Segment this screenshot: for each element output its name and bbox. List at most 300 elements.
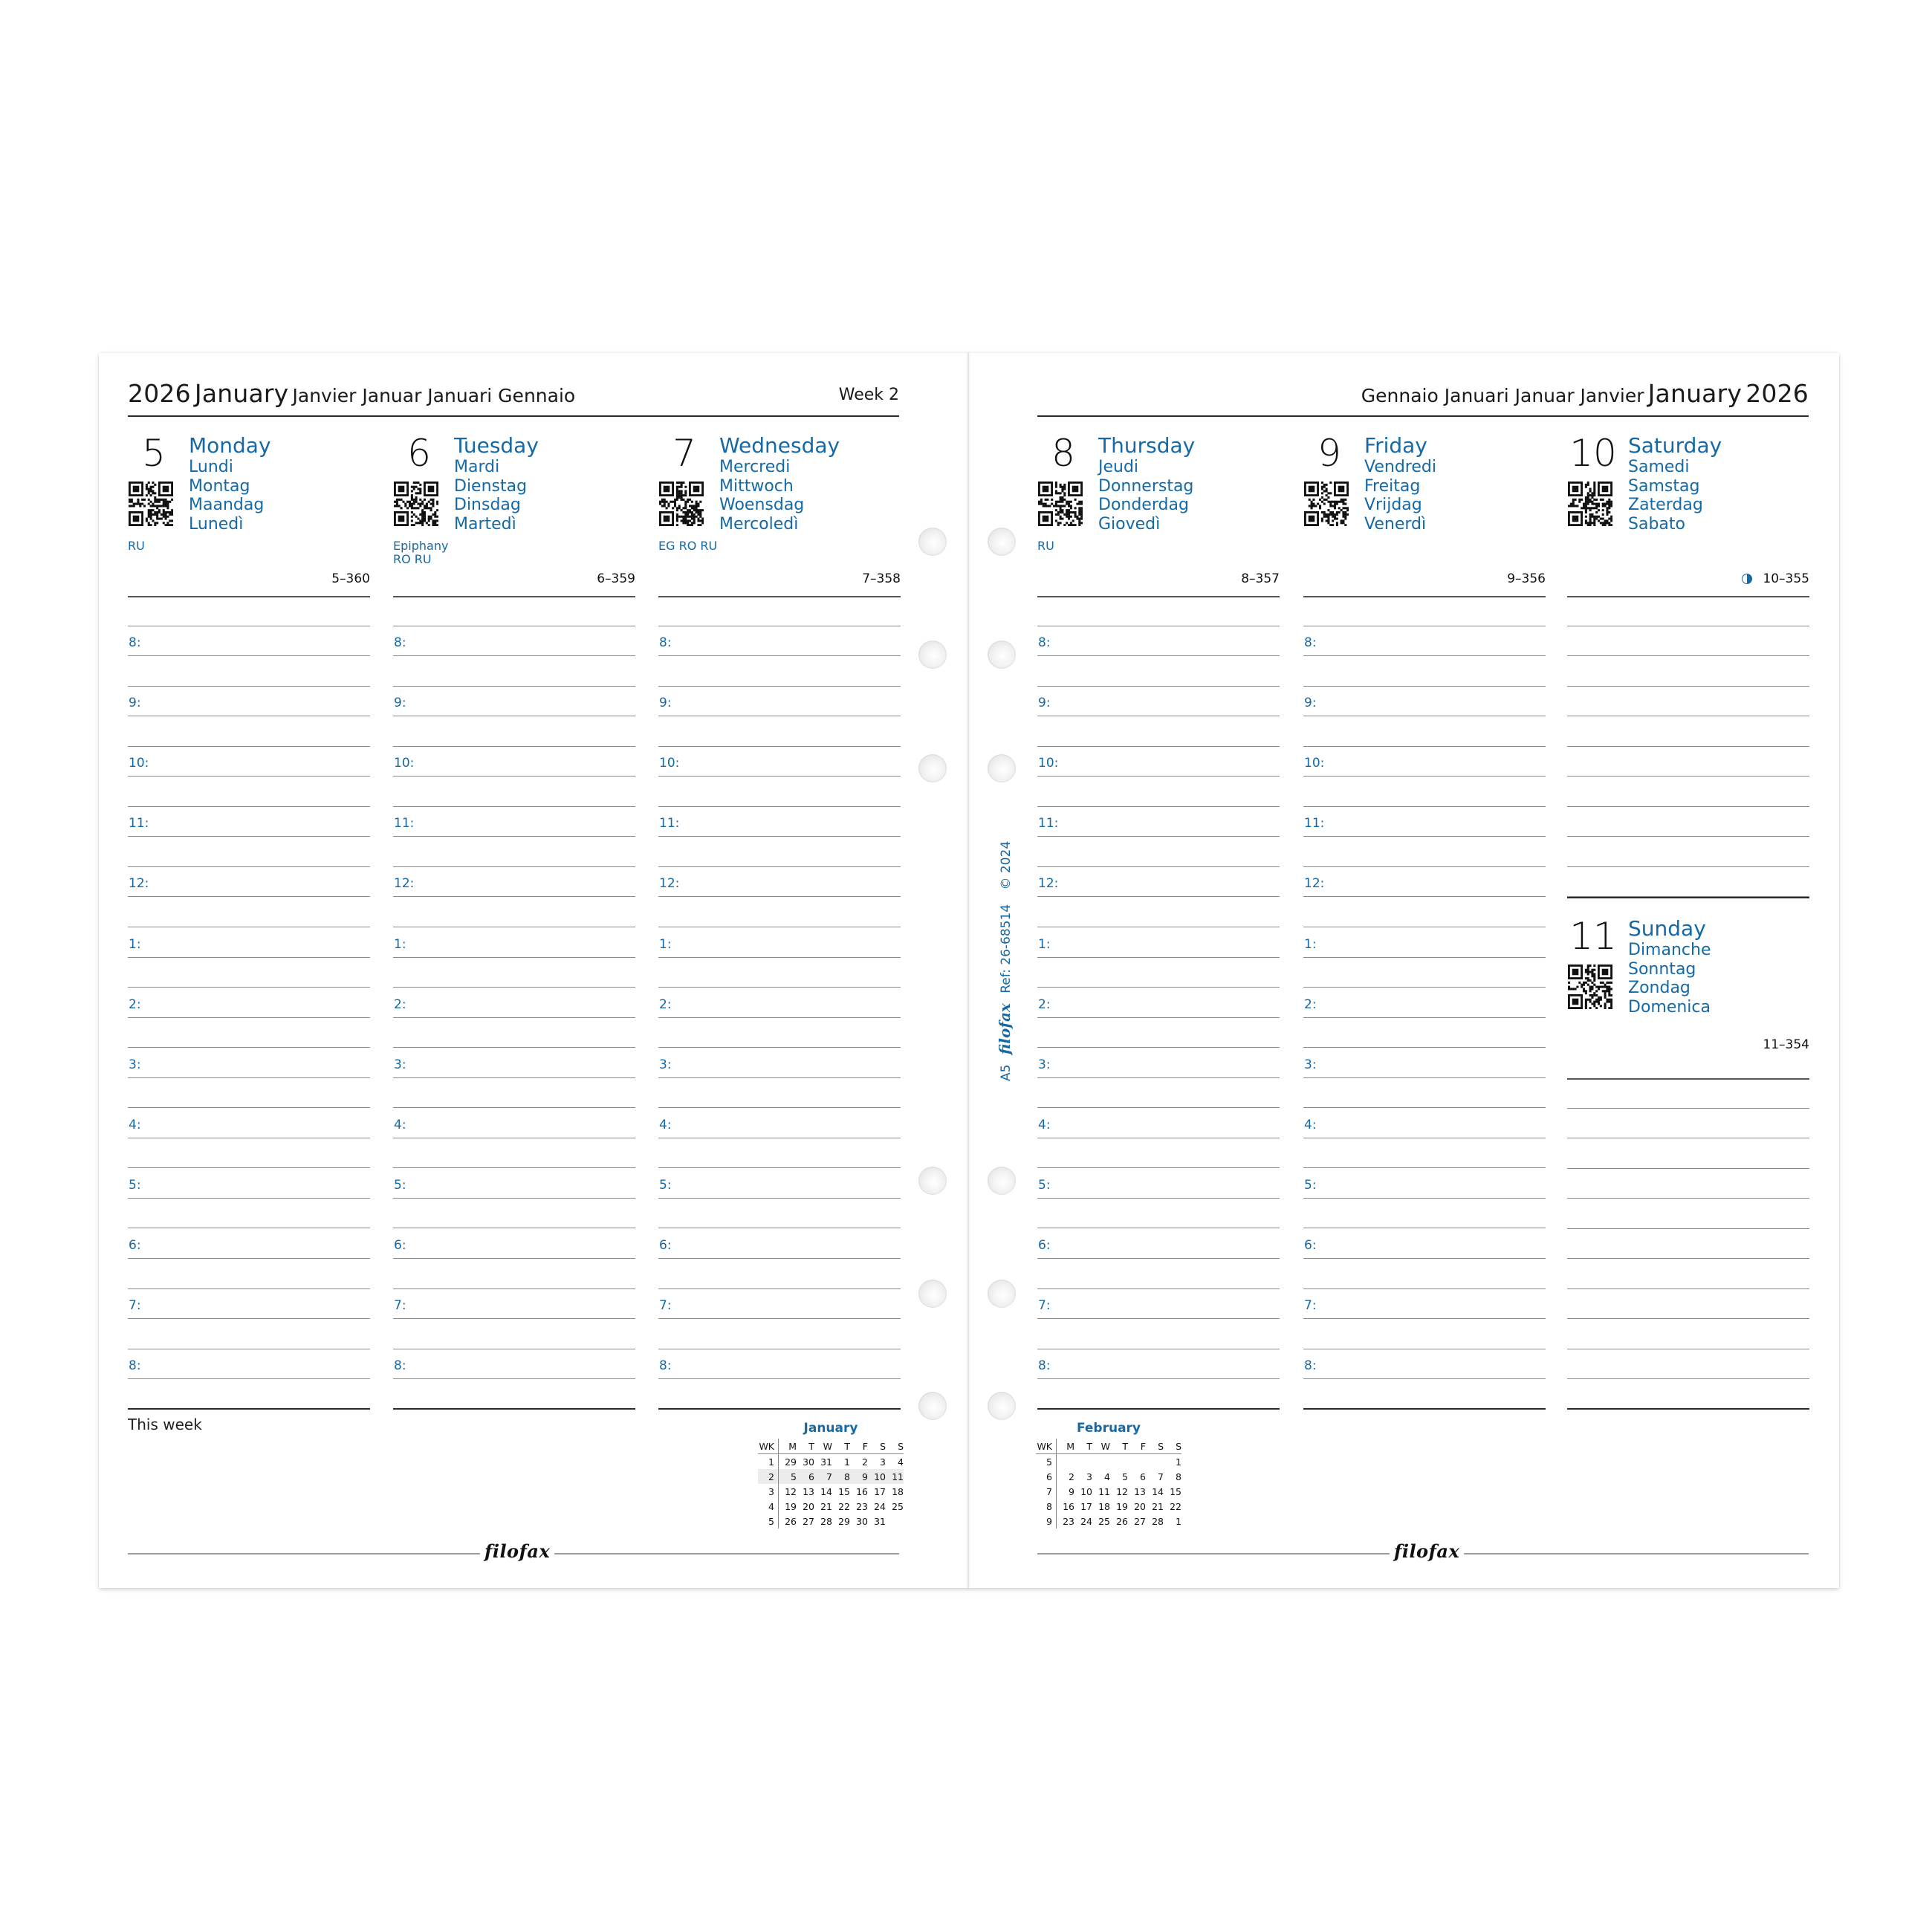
time-slot-line[interactable] <box>1303 867 1546 898</box>
mini-cal-date[interactable]: 18 <box>892 1485 904 1497</box>
mini-cal-date[interactable]: 27 <box>803 1515 814 1527</box>
notes-line[interactable] <box>1567 837 1809 867</box>
time-slot-line[interactable] <box>1037 1018 1280 1048</box>
time-slot-line[interactable] <box>128 687 370 717</box>
time-label: 11: <box>659 816 680 832</box>
time-slot-line[interactable] <box>393 1048 635 1078</box>
time-label: 9: <box>394 696 406 711</box>
time-slot-line[interactable] <box>658 596 901 626</box>
time-label: 8: <box>394 1358 406 1374</box>
time-slot-line[interactable] <box>128 1138 370 1169</box>
mini-cal-date[interactable]: 26 <box>785 1515 797 1527</box>
qr-code-icon[interactable] <box>129 482 173 526</box>
time-slot-line[interactable] <box>658 1199 901 1229</box>
mini-cal-date[interactable] <box>1074 1454 1092 1470</box>
time-slot-line[interactable] <box>1303 1319 1546 1349</box>
time-label: 12: <box>1304 876 1325 892</box>
mini-cal-date[interactable]: 12 <box>1116 1485 1128 1497</box>
time-slot-line[interactable] <box>128 1259 370 1289</box>
time-slot-line[interactable] <box>658 927 901 958</box>
time-slot-line[interactable] <box>128 1199 370 1229</box>
day-ref-text: 7–358 <box>862 571 901 586</box>
notes-line[interactable] <box>1567 1169 1809 1199</box>
time-slot-line[interactable] <box>658 1078 901 1109</box>
time-slot-line[interactable] <box>128 626 370 657</box>
qr-code-icon[interactable] <box>659 482 704 526</box>
notes-line[interactable] <box>1567 716 1809 747</box>
mini-cal-date[interactable]: 17 <box>1080 1500 1092 1512</box>
time-slot-line[interactable] <box>393 1018 635 1048</box>
time-label: 5: <box>1304 1177 1317 1193</box>
notes-line[interactable] <box>1567 1138 1809 1169</box>
time-slot-line[interactable] <box>128 1289 370 1320</box>
time-slot-line[interactable] <box>1037 807 1280 837</box>
time-slot-line[interactable] <box>1037 837 1280 867</box>
mini-cal-date[interactable]: 27 <box>1134 1515 1146 1527</box>
time-slot-line[interactable] <box>393 1319 635 1349</box>
notes-line[interactable] <box>1567 1078 1809 1109</box>
day-name: Tuesday <box>454 433 539 458</box>
time-slot-line[interactable] <box>393 747 635 777</box>
right-page-header <box>1361 379 1809 409</box>
time-slot-line[interactable] <box>393 867 635 898</box>
time-slot-line[interactable] <box>658 988 901 1018</box>
holiday-info <box>658 539 717 553</box>
day-name-it: Martedì <box>454 514 516 534</box>
time-slot-line[interactable] <box>1037 716 1280 747</box>
time-slot-line[interactable] <box>393 958 635 988</box>
time-label: 10: <box>659 756 680 771</box>
mini-cal-date[interactable]: 11 <box>886 1469 904 1484</box>
time-slot-line[interactable] <box>1303 716 1546 747</box>
day-number: 11 <box>1569 915 1617 958</box>
mini-cal-date[interactable]: 19 <box>1116 1500 1128 1512</box>
header-rule <box>1037 415 1809 417</box>
time-slot-line[interactable] <box>1037 1199 1280 1229</box>
mini-cal-date[interactable]: 14 <box>820 1485 832 1497</box>
time-slot-line[interactable] <box>658 656 901 687</box>
mini-cal-date[interactable]: 23 <box>1063 1515 1074 1527</box>
qr-code-icon[interactable] <box>1304 482 1349 526</box>
mini-cal-date[interactable]: 25 <box>892 1500 904 1512</box>
time-slot-line[interactable] <box>1303 958 1546 988</box>
mini-cal-date[interactable]: 1 <box>844 1456 850 1468</box>
time-slot-line[interactable] <box>393 988 635 1018</box>
time-slot-line[interactable] <box>1037 1078 1280 1109</box>
day-name-it: Sabato <box>1628 514 1685 534</box>
day-number: 6 <box>407 432 431 475</box>
mini-cal-date[interactable]: 5 <box>779 1469 797 1484</box>
time-slot-line[interactable] <box>658 1018 901 1048</box>
notes-line[interactable] <box>1567 867 1809 898</box>
time-slot-line[interactable] <box>128 1319 370 1349</box>
time-slot-line[interactable] <box>1037 867 1280 898</box>
notes-line[interactable] <box>1567 1229 1809 1260</box>
mini-cal-date[interactable]: 12 <box>785 1485 797 1497</box>
time-slot-line[interactable] <box>658 777 901 807</box>
time-label: 8: <box>1304 635 1317 651</box>
mini-cal-date[interactable]: 18 <box>1098 1500 1110 1512</box>
mini-cal-date[interactable]: 13 <box>803 1485 814 1497</box>
time-label: 3: <box>1304 1057 1317 1072</box>
time-slot-line[interactable] <box>393 1168 635 1199</box>
holiday-info <box>393 539 448 566</box>
time-slot-line[interactable] <box>1037 1108 1280 1138</box>
day-header-monday <box>128 432 370 586</box>
notes-line[interactable] <box>1567 807 1809 837</box>
mini-cal-date[interactable]: 19 <box>785 1500 797 1512</box>
time-slot-line[interactable] <box>1037 1259 1280 1289</box>
time-label: 10: <box>1304 756 1325 771</box>
mini-cal-header: M <box>1057 1439 1075 1454</box>
time-slot-line[interactable] <box>128 867 370 898</box>
mini-cal-date[interactable] <box>1057 1454 1075 1470</box>
time-slot-line[interactable] <box>393 1349 635 1380</box>
mini-cal-date[interactable]: 21 <box>820 1500 832 1512</box>
time-slot-line[interactable] <box>393 1259 635 1289</box>
qr-code-icon[interactable] <box>1568 482 1612 526</box>
mini-cal-date[interactable] <box>1128 1454 1146 1470</box>
time-slot-line[interactable] <box>1303 1349 1546 1380</box>
mini-cal-date[interactable]: 28 <box>820 1515 832 1527</box>
mini-cal-date[interactable]: 1 <box>1176 1515 1181 1527</box>
notes-line[interactable] <box>1567 747 1809 777</box>
time-slot-line[interactable] <box>658 1138 901 1169</box>
time-slot-line[interactable] <box>1303 626 1546 657</box>
mini-cal-date[interactable]: 23 <box>856 1500 868 1512</box>
time-slot-line[interactable] <box>393 626 635 657</box>
day-ref-text: 8–357 <box>1241 571 1280 586</box>
day-name-fr: Samedi <box>1628 458 1690 476</box>
day-name-it: Mercoledì <box>719 514 799 534</box>
qr-code-icon[interactable] <box>1038 482 1083 526</box>
time-label: 8: <box>1038 635 1051 651</box>
mini-cal-header: W <box>814 1439 832 1454</box>
time-label: 3: <box>659 1057 672 1072</box>
mini-cal-date[interactable]: 30 <box>803 1456 814 1468</box>
time-slot-line[interactable] <box>658 1319 901 1349</box>
mini-cal-date[interactable]: 31 <box>820 1456 832 1468</box>
mini-cal-date[interactable]: 15 <box>1170 1485 1181 1497</box>
binder-hole <box>988 641 1016 669</box>
time-slot-line[interactable] <box>128 1018 370 1048</box>
mini-cal-week-number: 4 <box>758 1499 779 1514</box>
time-slot-line[interactable] <box>393 1199 635 1229</box>
mini-cal-date[interactable]: 26 <box>1116 1515 1128 1527</box>
notes-line[interactable] <box>1567 687 1809 717</box>
day-name-translations <box>1098 458 1193 534</box>
time-slot-line[interactable] <box>1037 897 1280 927</box>
mini-cal-date[interactable]: 9 <box>1069 1485 1074 1497</box>
time-slot-line[interactable] <box>1303 687 1546 717</box>
time-slot-line[interactable] <box>658 1108 901 1138</box>
time-slot-line[interactable] <box>658 1168 901 1199</box>
time-label: 11: <box>129 816 149 832</box>
time-slot-line[interactable] <box>1303 1048 1546 1078</box>
mini-cal-date[interactable]: 1 <box>1176 1456 1181 1468</box>
day-lines <box>1567 596 1809 897</box>
mini-cal-date[interactable]: 3 <box>1086 1471 1092 1482</box>
time-slot-line[interactable] <box>128 1048 370 1078</box>
mini-cal-date[interactable]: 24 <box>874 1500 886 1512</box>
time-slot-line[interactable] <box>393 1078 635 1109</box>
time-slot-line[interactable] <box>658 1048 901 1078</box>
time-slot-line[interactable] <box>1037 1289 1280 1320</box>
time-slot-line[interactable] <box>1303 837 1546 867</box>
time-slot-line[interactable] <box>1303 1379 1546 1410</box>
mini-cal-date[interactable]: 2 <box>1069 1471 1074 1482</box>
time-slot-line[interactable] <box>128 1228 370 1259</box>
time-slot-line[interactable] <box>1037 1349 1280 1380</box>
time-slot-line[interactable] <box>128 777 370 807</box>
time-slot-line[interactable] <box>393 1289 635 1320</box>
time-label: 1: <box>394 936 406 952</box>
mini-cal-date[interactable]: 4 <box>898 1456 904 1468</box>
time-slot-line[interactable] <box>658 626 901 657</box>
time-slot-line[interactable] <box>1037 1168 1280 1199</box>
time-slot-line[interactable] <box>393 837 635 867</box>
mini-cal-date[interactable]: 16 <box>856 1485 868 1497</box>
binder-hole <box>918 1280 947 1308</box>
time-slot-line[interactable] <box>128 1078 370 1109</box>
mini-cal-date[interactable]: 10 <box>1080 1485 1092 1497</box>
notes-line[interactable] <box>1567 596 1809 626</box>
time-slot-line[interactable] <box>1037 596 1280 626</box>
mini-cal-date[interactable]: 2 <box>862 1456 868 1468</box>
mini-cal-date[interactable]: 13 <box>1134 1485 1146 1497</box>
holiday-regions: RO RU <box>393 552 432 566</box>
time-label: 12: <box>129 876 149 892</box>
time-slot-line[interactable] <box>1037 958 1280 988</box>
time-slot-line[interactable] <box>393 596 635 626</box>
time-slot-line[interactable] <box>393 927 635 958</box>
time-slot-line[interactable] <box>128 807 370 837</box>
time-slot-line[interactable] <box>128 958 370 988</box>
mini-cal-date[interactable]: 14 <box>1152 1485 1164 1497</box>
mini-cal-week-row <box>1036 1499 1181 1514</box>
mini-cal-date[interactable]: 7 <box>1158 1471 1164 1482</box>
header-month: January <box>194 379 289 408</box>
day-number: 10 <box>1569 432 1617 475</box>
mini-calendar-grid <box>758 1439 904 1529</box>
time-label: 6: <box>1038 1238 1051 1254</box>
mini-cal-date[interactable] <box>1110 1454 1128 1470</box>
mini-cal-date[interactable] <box>1092 1454 1110 1470</box>
time-slot-line[interactable] <box>393 656 635 687</box>
time-slot-line[interactable] <box>1037 1138 1280 1169</box>
time-slot-line[interactable] <box>658 1289 901 1320</box>
notes-line[interactable] <box>1567 656 1809 687</box>
mini-cal-date[interactable]: 31 <box>874 1515 886 1527</box>
notes-line[interactable] <box>1567 1109 1809 1139</box>
time-slot-line[interactable] <box>128 988 370 1018</box>
time-label: 9: <box>1304 696 1317 711</box>
time-slot-line[interactable] <box>128 1108 370 1138</box>
time-slot-line[interactable] <box>1037 927 1280 958</box>
time-slot-line[interactable] <box>1303 1018 1546 1048</box>
time-slot-line[interactable] <box>1303 988 1546 1018</box>
notes-line[interactable] <box>1567 1199 1809 1229</box>
mini-cal-date[interactable]: 24 <box>1080 1515 1092 1527</box>
time-slot-line[interactable] <box>1303 927 1546 958</box>
mini-cal-header: T <box>832 1439 850 1454</box>
time-label: 10: <box>129 756 149 771</box>
mini-cal-date[interactable]: 7 <box>814 1469 832 1484</box>
time-slot-line[interactable] <box>658 1259 901 1289</box>
time-slot-line[interactable] <box>393 897 635 927</box>
time-slot-line[interactable] <box>658 807 901 837</box>
notes-line[interactable] <box>1567 626 1809 657</box>
time-slot-line[interactable] <box>393 1138 635 1169</box>
mini-cal-date[interactable] <box>886 1514 904 1529</box>
time-slot-line[interactable] <box>658 716 901 747</box>
mini-cal-date[interactable]: 8 <box>1176 1471 1181 1482</box>
time-slot-line[interactable] <box>1303 1138 1546 1169</box>
time-slot-line[interactable] <box>128 927 370 958</box>
time-slot-line[interactable] <box>393 687 635 717</box>
qr-code-icon[interactable] <box>1568 965 1612 1009</box>
mini-cal-date[interactable]: 17 <box>874 1485 886 1497</box>
time-slot-line[interactable] <box>1303 1289 1546 1320</box>
mini-cal-date[interactable]: 20 <box>803 1500 814 1512</box>
time-slot-line[interactable] <box>1037 1228 1280 1259</box>
time-slot-line[interactable] <box>1037 656 1280 687</box>
time-slot-line[interactable] <box>128 897 370 927</box>
time-slot-line[interactable] <box>658 837 901 867</box>
mini-cal-header: F <box>850 1439 868 1454</box>
time-slot-line[interactable] <box>658 1379 901 1410</box>
notes-line[interactable] <box>1567 1289 1809 1320</box>
notes-line[interactable] <box>1567 1349 1809 1380</box>
time-slot-line[interactable] <box>658 747 901 777</box>
time-slot-line[interactable] <box>128 716 370 747</box>
qr-code-icon[interactable] <box>394 482 438 526</box>
time-slot-line[interactable] <box>128 1349 370 1380</box>
time-slot-line[interactable] <box>1303 656 1546 687</box>
time-slot-line[interactable] <box>1037 1048 1280 1078</box>
time-slot-line[interactable] <box>1037 687 1280 717</box>
time-slot-line[interactable] <box>658 1349 901 1380</box>
time-label: 12: <box>659 876 680 892</box>
time-slot-line[interactable] <box>1303 1259 1546 1289</box>
time-slot-line[interactable] <box>393 777 635 807</box>
mini-cal-date[interactable]: 30 <box>856 1515 868 1527</box>
time-slot-line[interactable] <box>1303 1228 1546 1259</box>
mini-cal-date[interactable]: 9 <box>850 1469 868 1484</box>
time-slot-line[interactable] <box>1037 626 1280 657</box>
binder-hole <box>988 528 1016 556</box>
time-slot-line[interactable] <box>128 1168 370 1199</box>
header-rule <box>128 415 899 417</box>
mini-cal-date[interactable]: 15 <box>838 1485 850 1497</box>
time-slot-line[interactable] <box>1303 1199 1546 1229</box>
day-name-fr: Mardi <box>454 458 500 476</box>
time-slot-line[interactable] <box>393 807 635 837</box>
time-slot-line[interactable] <box>658 867 901 898</box>
time-slot-line[interactable] <box>128 596 370 626</box>
day-lines <box>658 596 901 1410</box>
mini-cal-date[interactable]: 20 <box>1134 1500 1146 1512</box>
day-name-de: Montag <box>189 476 250 496</box>
time-slot-line[interactable] <box>1303 596 1546 626</box>
time-slot-line[interactable] <box>1303 777 1546 807</box>
mini-cal-date[interactable]: 25 <box>1098 1515 1110 1527</box>
day-name-nl: Maandag <box>189 496 265 514</box>
holiday-info <box>128 539 145 553</box>
mini-cal-date[interactable]: 6 <box>1140 1471 1146 1482</box>
day-header-tuesday <box>393 432 635 586</box>
time-slot-line[interactable] <box>128 837 370 867</box>
time-slot-line[interactable] <box>393 1108 635 1138</box>
day-lines <box>128 596 370 1410</box>
time-label: 4: <box>394 1117 406 1132</box>
time-slot-line[interactable] <box>658 958 901 988</box>
notes-line[interactable] <box>1567 777 1809 807</box>
time-slot-line[interactable] <box>128 1379 370 1410</box>
mini-cal-date[interactable]: 22 <box>1170 1500 1181 1512</box>
time-slot-line[interactable] <box>1037 1319 1280 1349</box>
notes-line[interactable] <box>1567 1259 1809 1289</box>
time-slot-line[interactable] <box>1037 1379 1280 1410</box>
header-month-translations: Gennaio Januari Januar Janvier <box>1361 385 1644 406</box>
notes-line[interactable] <box>1567 1319 1809 1349</box>
time-slot-line[interactable] <box>658 687 901 717</box>
holiday-name: Epiphany <box>393 539 449 553</box>
time-slot-line[interactable] <box>1303 897 1546 927</box>
day-header-wednesday <box>658 432 901 586</box>
time-slot-line[interactable] <box>128 656 370 687</box>
time-label: 2: <box>1304 996 1317 1012</box>
time-slot-line[interactable] <box>128 747 370 777</box>
time-slot-line[interactable] <box>393 1379 635 1410</box>
time-slot-line[interactable] <box>658 897 901 927</box>
mini-cal-date[interactable]: 10 <box>868 1469 886 1484</box>
notes-line[interactable] <box>1567 1379 1809 1410</box>
time-label: 3: <box>394 1057 406 1072</box>
header-month: January <box>1647 379 1743 408</box>
mini-cal-date[interactable]: 6 <box>797 1469 814 1484</box>
mini-cal-date[interactable]: 28 <box>1152 1515 1164 1527</box>
time-slot-line[interactable] <box>393 1228 635 1259</box>
time-slot-line[interactable] <box>393 716 635 747</box>
mini-cal-date[interactable]: 29 <box>785 1456 797 1468</box>
mini-cal-date[interactable]: 8 <box>832 1469 850 1484</box>
day-number: 7 <box>672 432 696 475</box>
time-slot-line[interactable] <box>1037 777 1280 807</box>
mini-cal-date[interactable]: 5 <box>1122 1471 1128 1482</box>
mini-cal-date[interactable]: 3 <box>880 1456 886 1468</box>
mini-cal-date[interactable] <box>1146 1454 1164 1470</box>
mini-cal-date[interactable]: 4 <box>1104 1471 1110 1482</box>
mini-calendar-title: February <box>1076 1421 1141 1436</box>
time-slot-line[interactable] <box>1303 1168 1546 1199</box>
time-slot-line[interactable] <box>1037 988 1280 1018</box>
time-slot-line[interactable] <box>1303 807 1546 837</box>
time-label: 3: <box>129 1057 141 1072</box>
time-slot-line[interactable] <box>1303 1108 1546 1138</box>
mini-cal-date[interactable]: 16 <box>1063 1500 1074 1512</box>
time-slot-line[interactable] <box>658 1228 901 1259</box>
time-slot-line[interactable] <box>1037 747 1280 777</box>
time-slot-line[interactable] <box>1303 747 1546 777</box>
day-lines <box>1037 596 1280 1410</box>
mini-cal-date[interactable]: 11 <box>1098 1485 1110 1497</box>
mini-cal-date[interactable]: 29 <box>838 1515 850 1527</box>
time-slot-line[interactable] <box>1303 1078 1546 1109</box>
mini-cal-date[interactable]: 21 <box>1152 1500 1164 1512</box>
mini-cal-date[interactable]: 22 <box>838 1500 850 1512</box>
time-label: 6: <box>129 1238 141 1254</box>
